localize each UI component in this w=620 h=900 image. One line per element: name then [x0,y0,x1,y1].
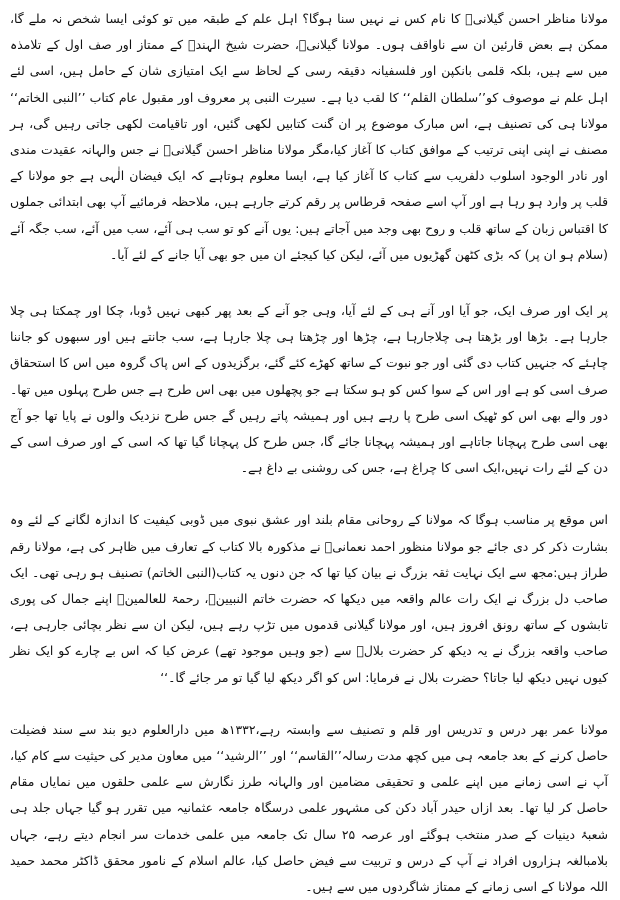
paragraph-spacer [10,481,608,507]
paragraph-4: مولانا عمر بھر درس و تدریس اور قلم و تصنیف سے وابستہ رہے،۱۳۳۲ھ میں دارالعلوم دیو بند سے سند فضیلت حاصل کرنے کے بعد جامعہ ہی میں کچھ مدت رسالہ’’القاسم‘‘ اور ’’الرشید‘‘ میں معاون مدیر کی حیثیت سے کام کیا، آپ نے اسی زمانے میں اپنے علمی و تحقیقی مضامین اور والہانہ طرز نگارش سے علمی حلقوں میں نمایاں مقام حاصل کر لیا تھا۔ بعد ازاں حیدر آباد دکن کی مشہور علمی درسگاہ جامعہ عثمانیہ میں تقرر ہو گیا جہاں جلد ہی شعبۂ دینیات کے صدر منتخب ہوگئے اور عرصہ ۲۵ سال تک جامعہ میں علمی خدمات سر انجام دیتے رہے، جہاں بلامبالغہ ہزاروں افراد نے آپ کے درس و تربیت سے فیض حاصل کیا، عالم اسلام کے نامور محقق ڈاکٹر محمد حمید اللہ مولانا کے اسی زمانے کے ممتاز شاگردوں میں سے ہیں۔ [10,721,609,895]
paragraph-spacer [10,268,608,298]
paragraph-1: مولانا مناظر احسن گیلانیؒ کا نام کس نے نہیں سنا ہوگا؟ اہل علم کے طبقہ میں تو کوئی ایسا شخص نہ ملے گا، ممکن ہے بعض قارئین ان سے ناواقف ہوں۔ مولانا گیلانیؒ، حضرت شیخ الہندؒ کے ممتاز اور صف اول کے تلامذہ میں سے ہیں، بلکہ قلمی بانکپن اور فلسفیانہ دقیقہ رسی کے لحاظ سے ایک امتیازی شان کے حامل ہیں، اسی لئے اہل علم نے موصوف کو’’سلطان القلم‘‘ کا لقب دیا ہے۔ سیرت النبی پر معروف اور مقبول عام کتاب ’’النبی الخاتم‘‘ مولانا ہی کی تصنیف ہے، اس مبارک موضوع پر ان گنت کتابیں لکھی گئیں، اور تاقیامت لکھی جاتی رہیں گی، ہر مصنف نے اپنی اپنی ترتیب کے موافق کتاب کا آغاز کیا،مگر مولانا مناظر احسن گیلانیؒ نے جس والہانہ عقیدت مندی اور نادر الوجود اسلوب دلفریب سے کتاب کا آغاز کیا ہے، ایسا معلوم ہوتاہے کہ ایک فیضان الٰہی ہے جو مولانا کے قلب پر وارد ہو رہا ہے اور آپ اسے صفحہ قرطاس پر رقم کرتے جارہے ہیں، ملاحظہ فرمائیے آپ بھی ابتدائی جملوں کا اقتباس زبان کے ساتھ قلب و روح بھی وجد میں آجاتے ہیں: یوں آنے کو تو سب ہی آئے، سب میں آئے، سب جگہ آئے (سلام ہو ان پر) کہ بڑی کٹھن گھڑیوں میں آئے، لیکن کیا کیجئے ان میں جو بھی آیا جانے کے لئے آیا۔ [10,11,608,262]
paragraph-2: پر ایک اور صرف ایک، جو آیا اور آنے ہی کے لئے آیا، وہی جو آنے کے بعد پھر کبھی نہیں ڈوبا، چکا اور چمکتا ہی چلا جارہا ہے۔ بڑھا اور بڑھتا ہی چلاجارہا ہے، چڑھا اور چڑھتا ہی چلا جارہا ہے، سب جانتے ہیں اور سبھوں کو جاننا چاہئے کہ جنہیں کتاب دی گئی اور جو نبوت کے ساتھ کھڑے کئے گئے، برگزیدوں کے اس پاک گروہ میں اس کا استحقاق صرف اسی کو ہے اور اس کے سوا کس کو ہو سکتا ہے جو پچھلوں میں بھی اس طرح ہے جس طرح پہلوں میں تھا۔دور والے بھی اس کو ٹھیک اسی طرح پا رہے ہیں اور ہمیشہ پاتے رہیں گے جس طرح نزدیک والوں نے پایا تھا جو آج بھی اسی طرح پہچانا جاتاہے اور ہمیشہ پہچانا جائے گا، جس طرح کل پہچانا گیا تھا کہ اسی کے اور صرف اسی کے دن کے لئے رات نہیں،ایک اسی کا چراغ ہے، جس کی روشنی بے داغ ہے۔ [10,303,608,476]
paragraph-3: اس موقع پر مناسب ہوگا کہ مولانا کے روحانی مقام بلند اور عشق نبوی میں ڈوبی کیفیت کا اندازہ لگانے کے لئے وہ بشارت ذکر کر دی جائے جو مولانا منظور احمد نعمانیؒ نے مذکورہ بالا کتاب کے تعارف میں ظاہر کی ہے، مولانا رقم طراز ہیں:مجھ سے ایک نہایت ثقہ بزرگ نے بیان کیا تھا کہ جن دنوں یہ کتاب(النبی الخاتم) تصنیف ہو رہی تھی۔ ایک صاحب دل بزرگ نے ایک رات عالم واقعہ میں دیکھا کہ حضرت خاتم النبیینؐ، رحمۃ للعالمینﷺ اپنے جمال کی پوری تابشوں کے ساتھ رونق افروز ہیں، اور مولانا گیلانی قدموں میں تڑپ رہے ہیں، لیکن ان سے نظر بچائی جارہی ہے، صاحب واقعہ بزرگ نے یہ دیکھ کر حضرت بلالؓ سے (جو وہیں موجود تھے) عرض کیا کہ اس بے چارے کو ایک نظر کیوں نہیں دیکھ لیا جاتا؟ حضرت بلال نے فرمایا: اس کو اگر دیکھ لیا گیا تو مر جائے گا۔‘‘ [10,512,608,685]
paragraph-spacer [10,691,608,717]
